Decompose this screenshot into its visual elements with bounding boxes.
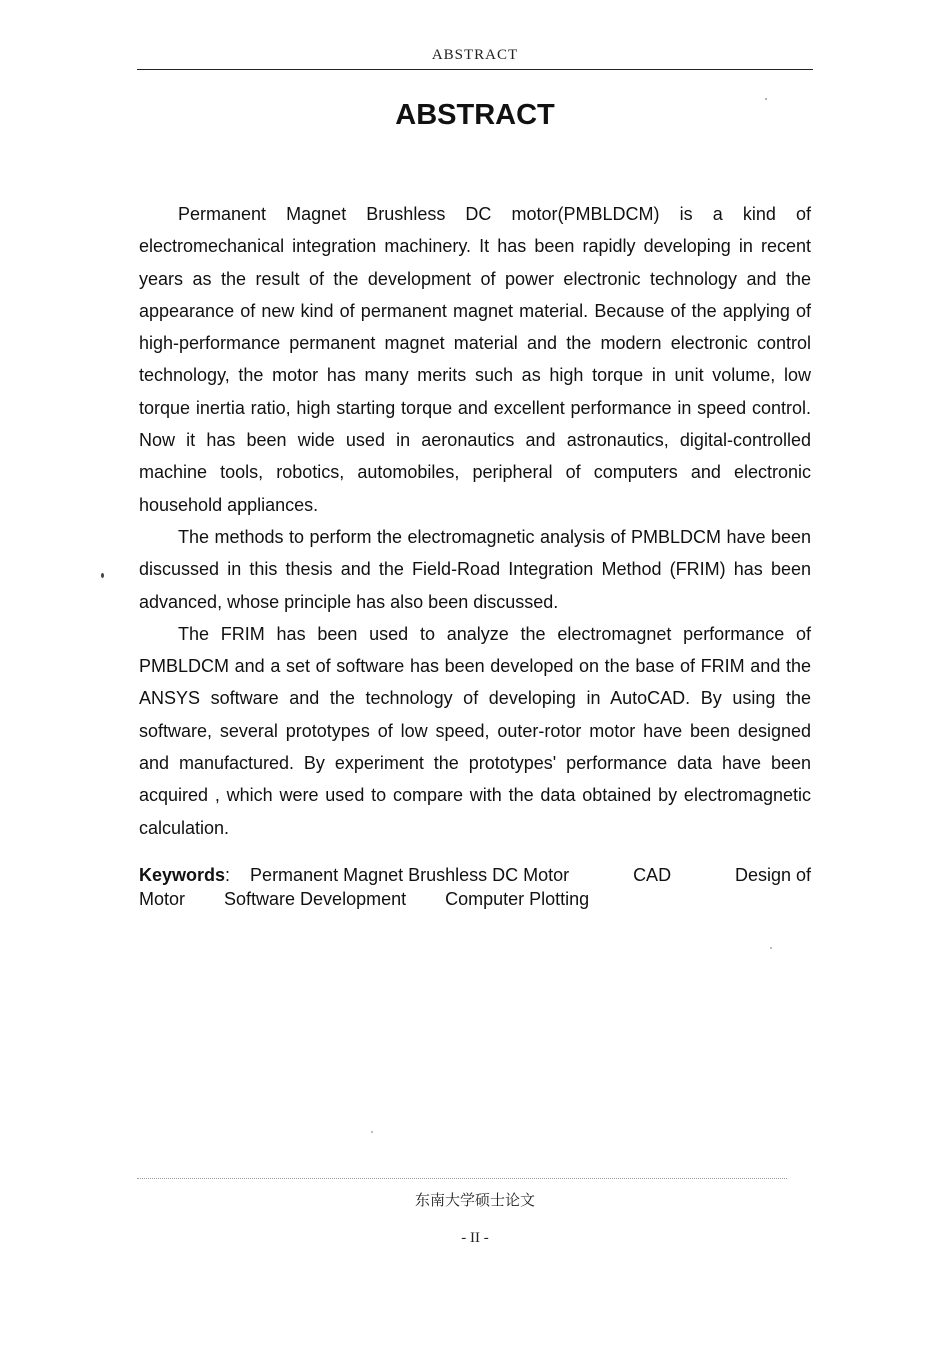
abstract-body [139, 198, 811, 844]
keywords-label: Keywords [139, 865, 226, 885]
keywords-block [139, 863, 811, 911]
keywords-line-1 [139, 863, 811, 887]
header-rule [137, 69, 813, 70]
keyword-item: Design of [734, 865, 811, 885]
scan-speck [770, 947, 772, 949]
keyword-item: Software Development [224, 889, 407, 909]
keyword-item: Permanent Magnet Brushless DC Motor [250, 865, 570, 885]
scan-speck [101, 573, 104, 578]
page-number: - II - [461, 1230, 489, 1246]
keywords-colon: : [225, 865, 231, 885]
keywords-line-2 [139, 887, 811, 911]
abstract-paragraph-1: Permanent Magnet Brushless DC motor(PMBLDCM) is a kind of electromechanical integration machinery. It has been rapidly developing in recent years as the result of the development of power electronic technology and the appearance of new kind of permanent magnet material. Because of the applying of high-performance permanent magnet material and the modern electronic control technology, the motor has many merits such as high torque in unit volume, low torque inertia ratio, high starting torque and excellent performance in speed control. Now it has been wide used in aeronautics and astronautics, digital-controlled machine tools, robotics, automobiles, peripheral of computers and electronic household appliances. [139, 204, 811, 515]
abstract-paragraph-3: The FRIM has been used to analyze the electromagnet performance of PMBLDCM and a set of software has been developed on the base of FRIM and the ANSYS software and the technology of developing in AutoCAD. By using the software, several prototypes of low speed, outer-rotor motor have been designed and manufactured. By experiment the prototypes' performance data have been acquired , which were used to compare with the data obtained by electromagnetic calculation. [139, 623, 811, 838]
keyword-item: CAD [633, 865, 672, 885]
footer-rule [137, 1178, 787, 1179]
running-header: ABSTRACT [431, 47, 519, 63]
scan-speck [765, 98, 767, 100]
scan-speck [371, 1131, 373, 1133]
page-title: ABSTRACT [395, 99, 555, 131]
keyword-item: Computer Plotting [445, 889, 590, 909]
footer-institution: 东南大学硕士论文 [414, 1191, 535, 1209]
keyword-item: Motor [139, 889, 186, 909]
abstract-paragraph-2: The methods to perform the electromagnetic analysis of PMBLDCM have been discussed in this thesis and the Field-Road Integration Method (FRIM) has been advanced, whose principle has also been discussed. [139, 526, 811, 612]
